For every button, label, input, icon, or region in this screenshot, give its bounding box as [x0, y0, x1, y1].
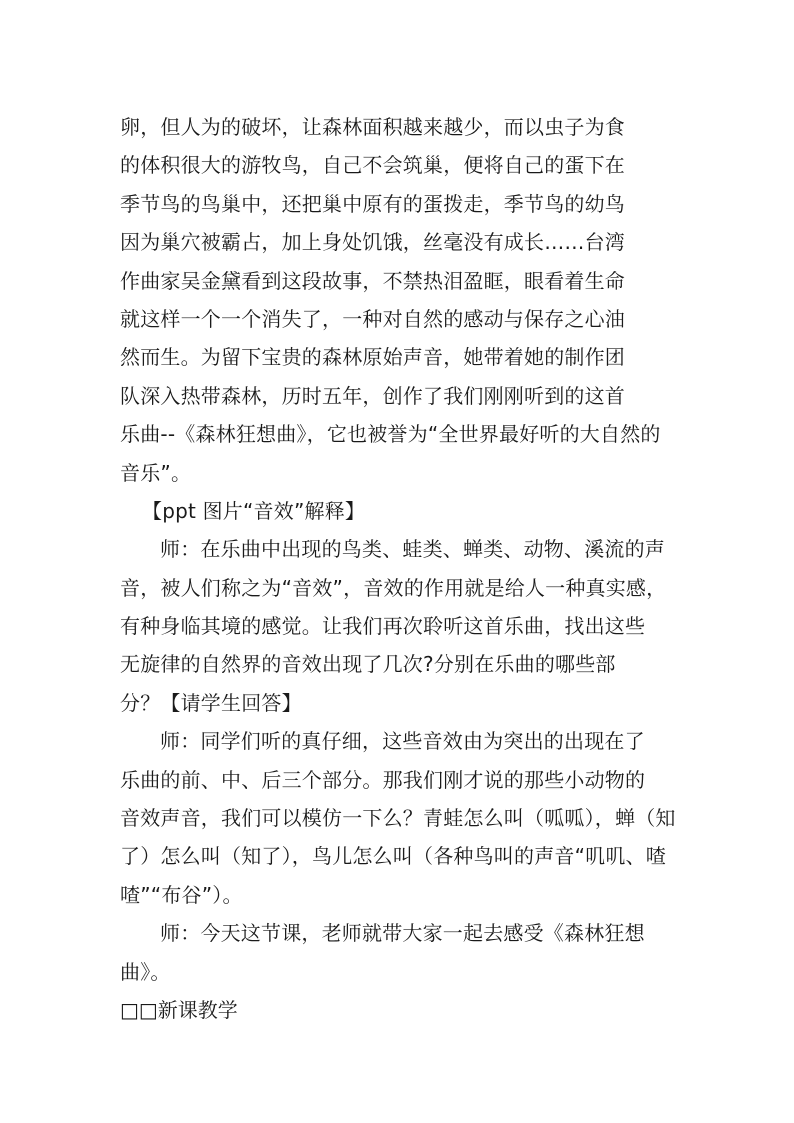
paragraph-line: 曲》。 [120, 959, 171, 984]
paragraph-line: 队深入热带森林，历时五年，创作了我们刚刚听到的这首 [120, 383, 625, 408]
paragraph-line: 音效声音，我们可以模仿一下么？青蛙怎么叫（呱呱），蝉（知 [120, 806, 676, 831]
paragraph-line: 分？【请学生回答】 [120, 690, 302, 715]
paragraph-line: 卵，但人为的破坏，让森林面积越来越少，而以虫子为食 [120, 115, 625, 139]
paragraph-line: 然而生。为留下宝贵的森林原始声音，她带着她的制作团 [120, 345, 625, 370]
section-heading: □□新课教学 [120, 997, 238, 1022]
paragraph-line: 有种身临其境的感觉。让我们再次聆听这首乐曲，找出这些 [120, 614, 646, 639]
paragraph-line: 喳”“布谷”）。 [120, 882, 243, 907]
paragraph-line: 音，被人们称之为“音效”，音效的作用就是给人一种真实感， [120, 575, 667, 600]
paragraph-line: 师：同学们听的真仔细，这些音效由为突出的出现在了 [160, 729, 645, 754]
document-page [120, 108, 680, 1029]
paragraph-line: 师：在乐曲中出现的鸟类、蛙类、蝉类、动物、溪流的声 [160, 537, 665, 562]
paragraph-line: 师：今天这节课，老师就带大家一起去感受《森林狂想 [160, 921, 645, 946]
paragraph-line: 音乐”。 [120, 460, 192, 485]
paragraph-line: 了）怎么叫（知了），鸟儿怎么叫（各种鸟叫的声音“叽叽、喳 [120, 844, 666, 869]
paragraph-line: 乐曲--《森林狂想曲》，它也被誉为“全世界最好听的大自然的 [120, 422, 661, 447]
paragraph-line: 因为巢穴被霸占，加上身处饥饿，丝毫没有成长……台湾 [120, 230, 625, 255]
paragraph-line: 就这样一个一个消失了，一种对自然的感动与保存之心油 [120, 306, 625, 331]
paragraph-line: 乐曲的前、中、后三个部分。那我们刚才说的那些小动物的 [120, 767, 646, 792]
paragraph-line: 的体积很大的游牧鸟，自己不会筑巢，便将自己的蛋下在 [120, 153, 625, 178]
paragraph-line: 作曲家吴金黛看到这段故事，不禁热泪盈眶，眼看着生命 [120, 268, 625, 293]
paragraph-line: 无旋律的自然界的音效出现了几次?分别在乐曲的哪些部 [120, 652, 616, 677]
ppt-note: 【ppt 图片“音效”解释】 [142, 498, 366, 523]
paragraph-line: 季节鸟的鸟巢中，还把巢中原有的蛋拨走，季节鸟的幼鸟 [120, 191, 625, 216]
